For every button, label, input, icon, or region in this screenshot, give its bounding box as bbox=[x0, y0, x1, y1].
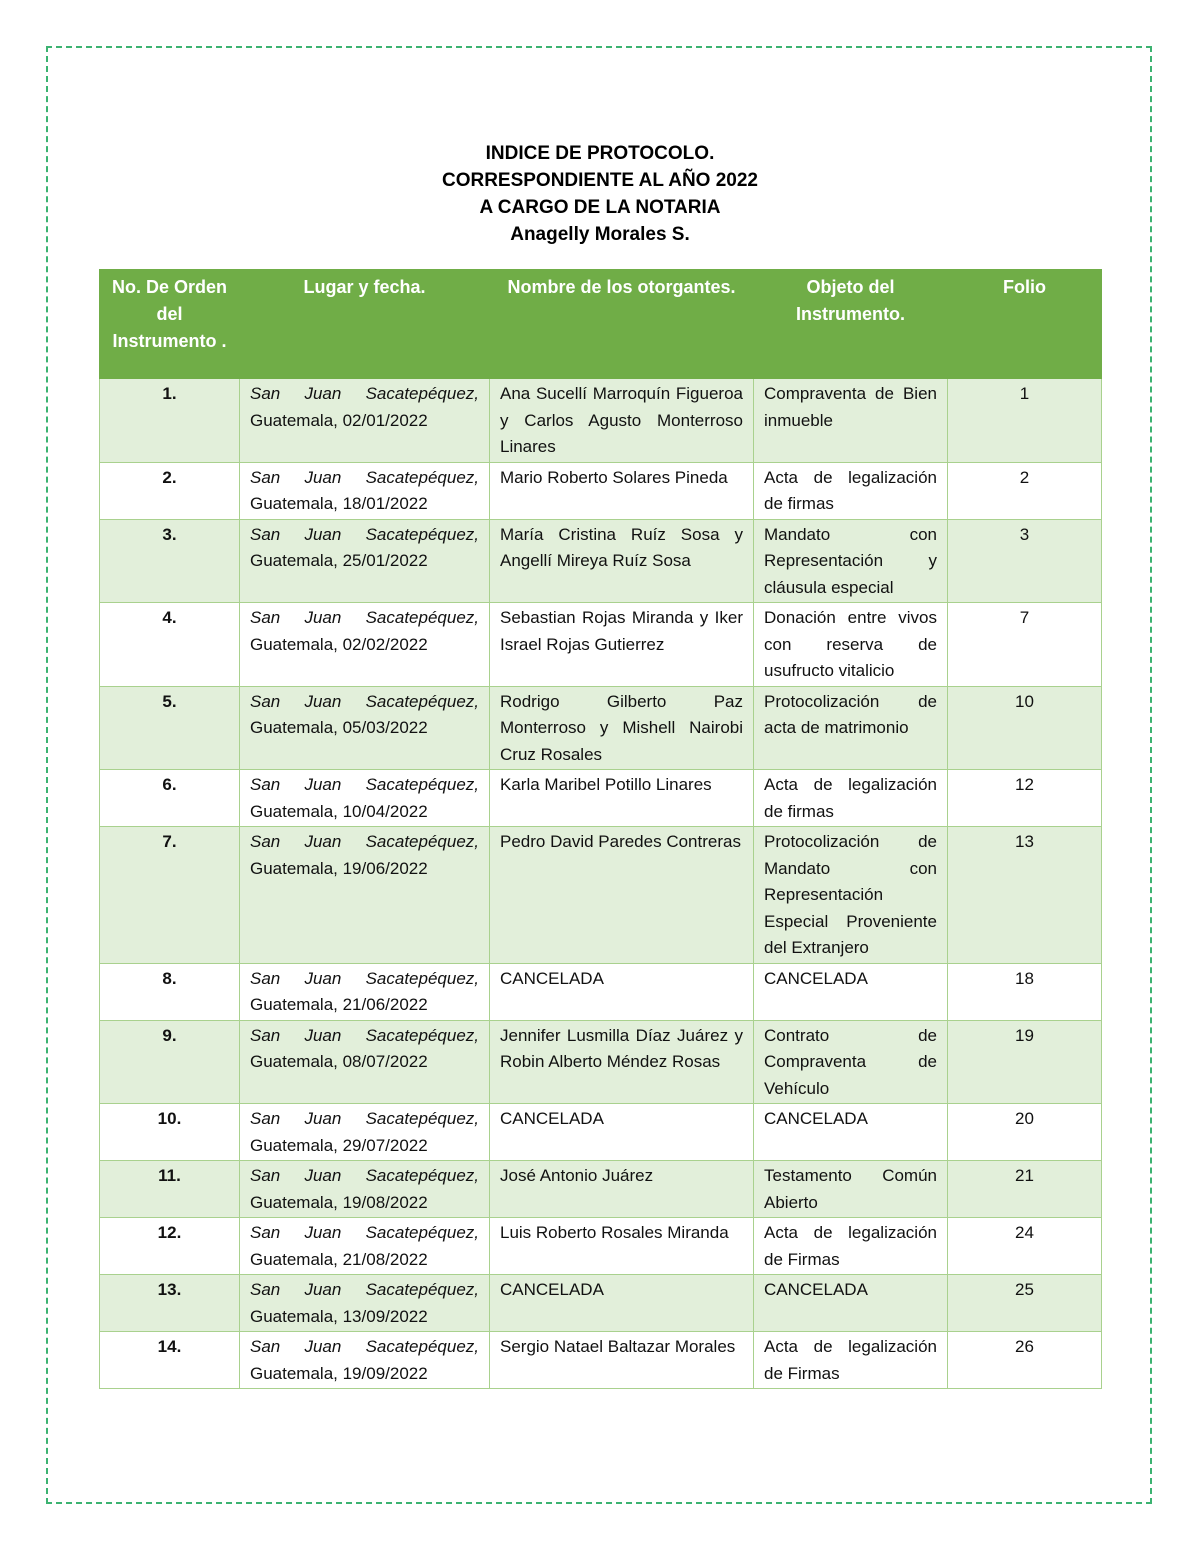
place-date-cell bbox=[240, 1020, 490, 1104]
place-date-cell bbox=[240, 603, 490, 687]
instrument-object: Acta de legalización de firmas bbox=[754, 770, 948, 827]
title-line-2: CORRESPONDIENTE AL AÑO 2022 bbox=[441, 170, 759, 191]
place-date-cell bbox=[240, 1104, 490, 1161]
table-row bbox=[100, 603, 1102, 687]
place: San Juan Sacatepéquez, bbox=[250, 384, 479, 403]
date: Guatemala, 21/08/2022 bbox=[250, 1249, 428, 1269]
date: Guatemala, 18/01/2022 bbox=[250, 494, 428, 513]
place: San Juan Sacatepéquez, bbox=[250, 1166, 479, 1185]
folio: 26 bbox=[948, 1332, 1102, 1389]
date: Guatemala, 21/06/2022 bbox=[250, 995, 428, 1014]
table-header-row bbox=[100, 270, 1102, 379]
place: San Juan Sacatepéquez, bbox=[250, 1280, 479, 1299]
order-number: 1. bbox=[100, 379, 240, 463]
instrument-object: Acta de legalización de Firmas bbox=[754, 1218, 948, 1275]
column-header-order-number: No. De Orden del Instrumento . bbox=[100, 270, 240, 379]
place-date-cell bbox=[240, 1275, 490, 1332]
place-date-cell bbox=[240, 1332, 490, 1389]
date: Guatemala, 02/01/2022 bbox=[250, 410, 428, 430]
place-date-cell bbox=[240, 963, 490, 1020]
grantors: CANCELADA bbox=[490, 1275, 754, 1332]
folio: 1 bbox=[948, 379, 1102, 463]
order-number: 7. bbox=[100, 827, 240, 964]
order-number: 13. bbox=[100, 1275, 240, 1332]
table-row bbox=[100, 519, 1102, 603]
instrument-object: Donación entre vivos con reserva de usufructo vitalicio bbox=[754, 603, 948, 687]
table-row bbox=[100, 1332, 1102, 1389]
place: San Juan Sacatepéquez, bbox=[250, 775, 479, 794]
order-number: 9. bbox=[100, 1020, 240, 1104]
table-row bbox=[100, 963, 1102, 1020]
place-date-cell bbox=[240, 686, 490, 770]
instrument-object: Testamento Común Abierto bbox=[754, 1161, 948, 1218]
document-title bbox=[0, 140, 1200, 248]
table-row bbox=[100, 1218, 1102, 1275]
order-number: 5. bbox=[100, 686, 240, 770]
order-number: 6. bbox=[100, 770, 240, 827]
grantors: Sebastian Rojas Miranda y Iker Israel Rojas Gutierrez bbox=[490, 603, 754, 687]
folio: 25 bbox=[948, 1275, 1102, 1332]
place: San Juan Sacatepéquez, bbox=[250, 1223, 479, 1242]
table-row bbox=[100, 827, 1102, 964]
place-date-cell bbox=[240, 1161, 490, 1218]
place-date-cell bbox=[240, 827, 490, 964]
grantors: Rodrigo Gilberto Paz Monterroso y Mishell Nairobi Cruz Rosales bbox=[490, 686, 754, 770]
date: Guatemala, 19/09/2022 bbox=[250, 1363, 428, 1383]
order-number: 2. bbox=[100, 462, 240, 519]
grantors: Sergio Natael Baltazar Morales bbox=[490, 1332, 754, 1389]
instrument-object: Contrato de Compraventa de Vehículo bbox=[754, 1020, 948, 1104]
grantors: Ana Sucellí Marroquín Figueroa y Carlos Agusto Monterroso Linares bbox=[490, 379, 754, 463]
grantors: María Cristina Ruíz Sosa y Angellí Mireya Ruíz Sosa bbox=[490, 519, 754, 603]
place: San Juan Sacatepéquez, bbox=[250, 524, 479, 544]
protocol-index-table bbox=[99, 269, 1102, 1389]
grantors: José Antonio Juárez bbox=[490, 1161, 754, 1218]
folio: 2 bbox=[948, 462, 1102, 519]
place: San Juan Sacatepéquez, bbox=[250, 691, 479, 711]
grantors: CANCELADA bbox=[490, 963, 754, 1020]
column-header-grantors: Nombre de los otorgantes. bbox=[490, 270, 754, 379]
grantors: CANCELADA bbox=[490, 1104, 754, 1161]
place: San Juan Sacatepéquez, bbox=[250, 968, 479, 988]
folio: 12 bbox=[948, 770, 1102, 827]
table-row bbox=[100, 1020, 1102, 1104]
date: Guatemala, 13/09/2022 bbox=[250, 1306, 428, 1326]
grantors: Mario Roberto Solares Pineda bbox=[490, 462, 754, 519]
place: San Juan Sacatepéquez, bbox=[250, 1337, 479, 1356]
place: San Juan Sacatepéquez, bbox=[250, 1109, 479, 1128]
table-row bbox=[100, 1161, 1102, 1218]
place-date-cell bbox=[240, 1218, 490, 1275]
order-number: 14. bbox=[100, 1332, 240, 1389]
column-header-object: Objeto del Instrumento. bbox=[754, 270, 948, 379]
folio: 3 bbox=[948, 519, 1102, 603]
date: Guatemala, 29/07/2022 bbox=[250, 1135, 428, 1155]
column-header-folio: Folio bbox=[948, 270, 1102, 379]
instrument-object: Protocolización de acta de matrimonio bbox=[754, 686, 948, 770]
date: Guatemala, 19/06/2022 bbox=[250, 858, 428, 878]
folio: 18 bbox=[948, 963, 1102, 1020]
date: Guatemala, 05/03/2022 bbox=[250, 718, 428, 737]
table-row bbox=[100, 770, 1102, 827]
date: Guatemala, 25/01/2022 bbox=[250, 551, 428, 570]
table-row bbox=[100, 686, 1102, 770]
table-row bbox=[100, 462, 1102, 519]
order-number: 10. bbox=[100, 1104, 240, 1161]
place: San Juan Sacatepéquez, bbox=[250, 608, 479, 627]
place: San Juan Sacatepéquez, bbox=[250, 1025, 479, 1045]
order-number: 8. bbox=[100, 963, 240, 1020]
instrument-object: CANCELADA bbox=[754, 963, 948, 1020]
date: Guatemala, 19/08/2022 bbox=[250, 1192, 428, 1212]
folio: 13 bbox=[948, 827, 1102, 964]
column-header-place-date: Lugar y fecha. bbox=[240, 270, 490, 379]
table-row bbox=[100, 1275, 1102, 1332]
date: Guatemala, 08/07/2022 bbox=[250, 1052, 428, 1071]
date: Guatemala, 02/02/2022 bbox=[250, 634, 428, 654]
instrument-object: CANCELADA bbox=[754, 1104, 948, 1161]
folio: 20 bbox=[948, 1104, 1102, 1161]
order-number: 4. bbox=[100, 603, 240, 687]
place: San Juan Sacatepéquez, bbox=[250, 832, 479, 851]
table-row bbox=[100, 379, 1102, 463]
instrument-object: Mandato con Representación y cláusula especial bbox=[754, 519, 948, 603]
folio: 7 bbox=[948, 603, 1102, 687]
instrument-object: Compraventa de Bien inmueble bbox=[754, 379, 948, 463]
place-date-cell bbox=[240, 379, 490, 463]
place-date-cell bbox=[240, 770, 490, 827]
instrument-object: Acta de legalización de firmas bbox=[754, 462, 948, 519]
instrument-object: Protocolización de Mandato con Representación Especial Proveniente del Extranjero bbox=[754, 827, 948, 964]
instrument-object: Acta de legalización de Firmas bbox=[754, 1332, 948, 1389]
grantors: Jennifer Lusmilla Díaz Juárez y Robin Alberto Méndez Rosas bbox=[490, 1020, 754, 1104]
grantors: Pedro David Paredes Contreras bbox=[490, 827, 754, 964]
instrument-object: CANCELADA bbox=[754, 1275, 948, 1332]
place-date-cell bbox=[240, 462, 490, 519]
folio: 19 bbox=[948, 1020, 1102, 1104]
notary-name: Anagelly Morales S. bbox=[510, 224, 690, 245]
order-number: 12. bbox=[100, 1218, 240, 1275]
place: San Juan Sacatepéquez, bbox=[250, 467, 479, 487]
place-date-cell bbox=[240, 519, 490, 603]
date: Guatemala, 10/04/2022 bbox=[250, 801, 428, 821]
folio: 21 bbox=[948, 1161, 1102, 1218]
title-line-3: A CARGO DE LA NOTARIA bbox=[479, 197, 721, 218]
title-line-1: INDICE DE PROTOCOLO. bbox=[485, 143, 715, 164]
folio: 24 bbox=[948, 1218, 1102, 1275]
grantors: Luis Roberto Rosales Miranda bbox=[490, 1218, 754, 1275]
table-row bbox=[100, 1104, 1102, 1161]
folio: 10 bbox=[948, 686, 1102, 770]
order-number: 3. bbox=[100, 519, 240, 603]
grantors: Karla Maribel Potillo Linares bbox=[490, 770, 754, 827]
order-number: 11. bbox=[100, 1161, 240, 1218]
